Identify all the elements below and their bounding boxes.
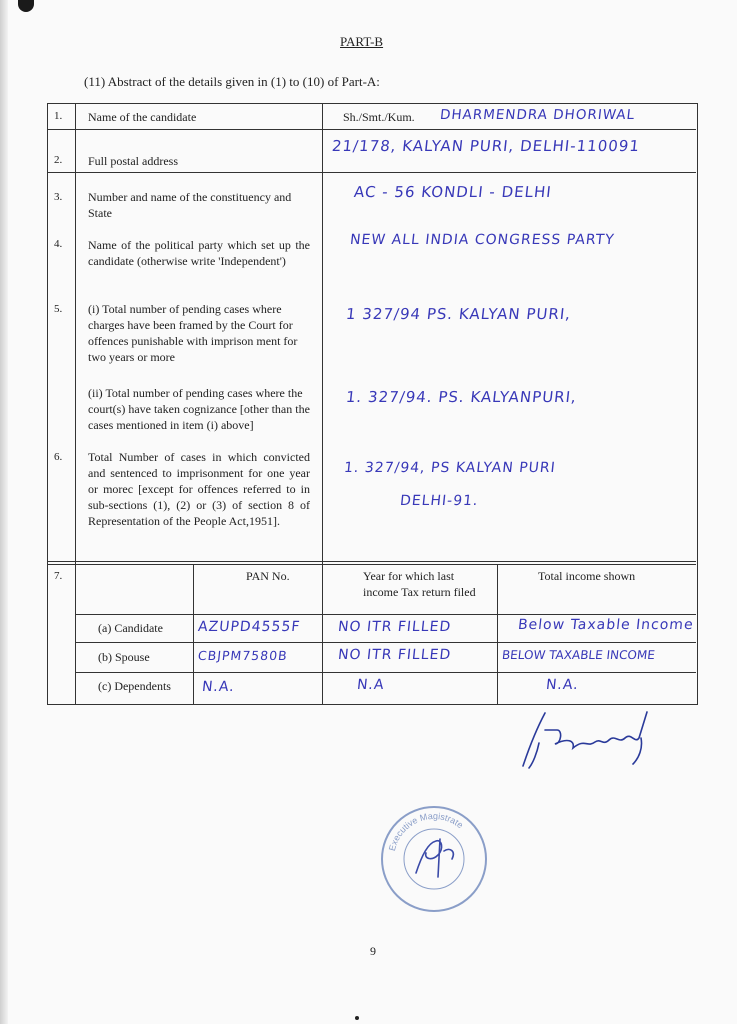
binder-edge <box>0 0 8 1024</box>
row-number-3: 3. <box>54 191 63 203</box>
value-dependents-pan: N.A. <box>201 679 236 695</box>
row-divider-7-header <box>75 614 696 615</box>
magistrate-seal <box>378 803 490 915</box>
row-divider-1 <box>48 129 696 130</box>
value-political-party: NEW ALL INDIA CONGRESS PARTY <box>349 232 616 248</box>
header-itr-year: Year for which last income Tax return filed <box>363 569 476 599</box>
value-candidate-itr: NO ITR FILLED <box>337 619 453 635</box>
value-convicted-cases-line1: 1. 327/94, PS KALYAN PURI <box>343 460 557 476</box>
label-candidate-name: Name of the candidate <box>88 110 197 124</box>
col-divider-number-lower <box>75 564 76 704</box>
value-spouse-pan: CBJPM7580B <box>197 648 289 663</box>
header-pan: PAN No. <box>246 569 290 583</box>
label-candidate: (a) Candidate <box>98 621 163 635</box>
row-number-2: 2. <box>54 154 63 166</box>
row-divider-6b <box>48 564 696 565</box>
label-postal-address: Full postal address <box>88 154 178 168</box>
label-title-prefix: Sh./Smt./Kum. <box>343 110 415 124</box>
row-number-1: 1. <box>54 110 63 122</box>
value-candidate-income: Below Taxable Income <box>517 617 695 633</box>
page-heading: PART-B <box>340 34 384 49</box>
label-spouse: (b) Spouse <box>98 650 150 664</box>
label-dependents: (c) Dependents <box>98 679 171 693</box>
value-convicted-cases-line2: DELHI-91. <box>399 493 480 509</box>
page-number: 9 <box>370 944 376 958</box>
candidate-signature <box>515 708 665 773</box>
row-number-6: 6. <box>54 451 63 463</box>
header-total-income: Total income shown <box>538 569 636 583</box>
value-postal-address: 21/178, KALYAN PURI, DELHI-110091 <box>331 137 641 155</box>
svg-text:Executive Magistrate: Executive Magistrate <box>386 810 466 853</box>
value-spouse-income: BELOW TAXABLE INCOME <box>501 648 656 662</box>
punch-hole <box>18 0 34 12</box>
label-constituency: Number and name of the constituency and State <box>88 190 292 220</box>
label-pending-cases-framed: (i) Total number of pending cases where charges have been framed by the Court for offences punishable with imprison ment for two years or more <box>88 302 298 364</box>
row-divider-2 <box>48 172 696 173</box>
row-divider-6a <box>48 561 696 562</box>
value-dependents-itr: N.A <box>356 677 386 693</box>
row-divider-7a <box>75 642 696 643</box>
value-pending-cases-cognizance: 1. 327/94. PS. KALYANPURI, <box>345 388 578 406</box>
row-number-5: 5. <box>54 303 63 315</box>
label-political-party: Name of the political party which set up the candidate (otherwise write 'Independent') <box>88 238 310 268</box>
value-constituency: AC - 56 KONDLI - DELHI <box>353 183 553 201</box>
col-divider-income <box>497 564 498 704</box>
value-candidate-pan: AZUPD4555F <box>197 619 302 635</box>
row-number-4: 4. <box>54 238 63 250</box>
row-divider-7b <box>75 672 696 673</box>
value-pending-cases-framed: 1 327/94 PS. KALYAN PURI, <box>345 305 572 323</box>
value-candidate-name: DHARMENDRA DHORIWAL <box>439 107 636 123</box>
row-number-7: 7. <box>54 570 63 582</box>
col-divider-pan <box>193 564 194 704</box>
label-pending-cases-cognizance: (ii) Total number of pending cases where the court(s) have taken cognizance [other than the cases mentioned in item (i) above] <box>88 386 310 432</box>
details-table <box>47 103 698 705</box>
label-convicted-cases: Total Number of cases in which convicted and sentenced to imprisonment for one year or morec [except for offences referred to in sub-sections (1), (2) or (3) of section 8 of Representation of the People Act,1951]. <box>88 450 310 528</box>
value-spouse-itr: NO ITR FILLED <box>337 647 453 663</box>
page-subheading: (11) Abstract of the details given in (1) to (10) of Part-A: <box>84 74 380 89</box>
speck <box>355 1016 359 1020</box>
col-divider-number <box>75 104 76 564</box>
value-dependents-income: N.A. <box>545 677 580 693</box>
